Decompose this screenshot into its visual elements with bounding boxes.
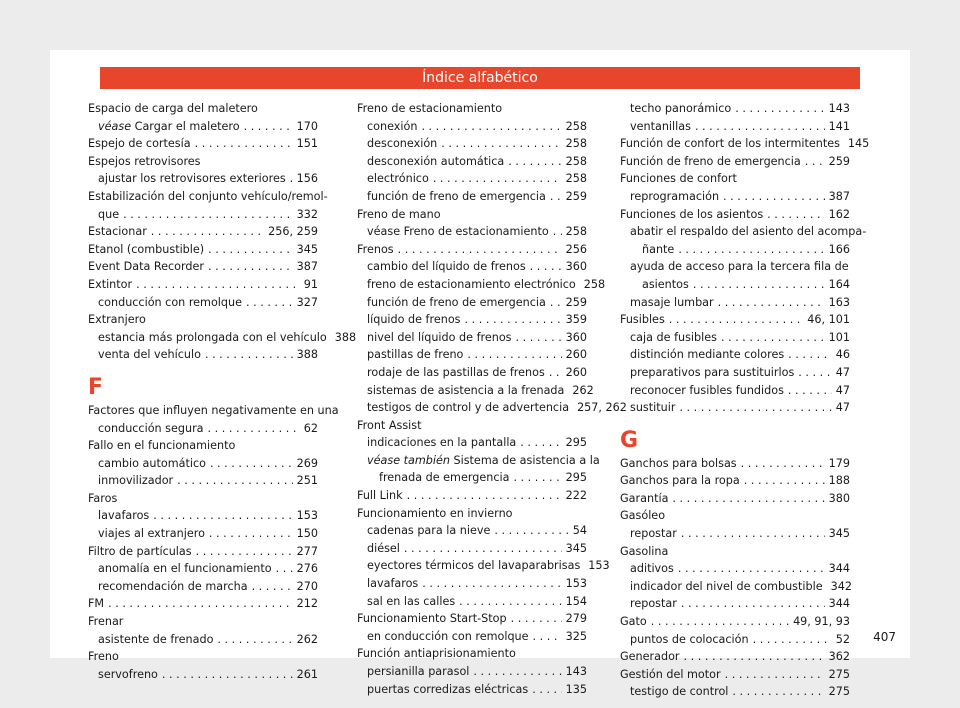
- index-entry: Funciones de los asientos . . . 162: [620, 206, 850, 224]
- index-entry: Event Data Recorder . . . 387: [88, 258, 318, 276]
- index-entry: electrónico . . . 258: [357, 170, 587, 188]
- index-page: [50, 50, 910, 699]
- index-entry: Funcionamiento en invierno: [357, 506, 513, 520]
- index-entry: abatir el respaldo del asiento del acompa-: [630, 225, 867, 239]
- index-entry: Frenos . . . 256: [357, 241, 587, 259]
- index-entry: desconexión automática . . . 258: [357, 153, 587, 171]
- index-entry: Gestión del motor . . . 275: [620, 666, 850, 684]
- index-entry: Extintor . . . 91: [88, 276, 318, 294]
- index-entry: ajustar los retrovisores exteriores . . . 156: [88, 170, 318, 188]
- section-letter: F: [88, 374, 104, 400]
- index-entry: FM . . . 212: [88, 595, 318, 613]
- index-entry: lavafaros . . . 153: [357, 575, 587, 593]
- index-entry: puertas corredizas eléctricas . . . 135: [357, 681, 587, 699]
- index-entry: ñante . . . 166: [620, 241, 850, 259]
- index-entry: viajes al extranjero . . . 150: [88, 525, 318, 543]
- index-entry: freno de estacionamiento electrónico 258: [367, 277, 606, 291]
- index-entry: indicador del nivel de combustible 342: [630, 579, 852, 593]
- index-entry: Full Link . . . 222: [357, 487, 587, 505]
- index-entry: Freno de mano: [357, 207, 441, 221]
- index-entry: puntos de colocación . . . 52: [620, 631, 850, 649]
- index-entry: ventanillas . . . 141: [620, 118, 850, 136]
- index-entry: reprogramación . . . 387: [620, 188, 850, 206]
- index-entry: Estacionar . . . 256, 259: [88, 223, 318, 241]
- index-entry: Funciones de confort: [620, 172, 737, 186]
- index-entry: estancia más prolongada con el vehículo 388: [98, 330, 357, 344]
- index-entry: caja de fusibles . . . 101: [620, 329, 850, 347]
- index-entry: Función antiaprisionamiento: [357, 647, 516, 661]
- index-entry: función de freno de emergencia . . . 259: [357, 188, 587, 206]
- index-entry: rodaje de las pastillas de frenos . . . 260: [357, 364, 587, 382]
- index-entry: frenada de emergencia . . . 295: [357, 469, 587, 487]
- index-entry: preparativos para sustituirlos . . . 47: [620, 364, 850, 382]
- index-entry: repostar . . . 344: [620, 595, 850, 613]
- index-entry: Gato . . . 49, 91, 93: [620, 613, 850, 631]
- index-header: Índice alfabético: [100, 67, 860, 89]
- index-entry: repostar . . . 345: [620, 525, 850, 543]
- index-entry: Fusibles . . . 46, 101: [620, 311, 850, 329]
- index-entry: nivel del líquido de frenos . . . 360: [357, 329, 587, 347]
- index-entry: Ganchos para la ropa . . . 188: [620, 472, 850, 490]
- index-entry: Frenar: [88, 615, 124, 629]
- index-entry: véase Freno de estacionamiento . . . 258: [357, 223, 587, 241]
- index-entry: Faros: [88, 491, 118, 505]
- index-entry: techo panorámico . . . 143: [620, 100, 850, 118]
- index-entry: inmovilizador . . . 251: [88, 472, 318, 490]
- index-entry: eyectores térmicos del lavaparabrisas 153: [367, 559, 610, 573]
- index-entry: conexión . . . 258: [357, 118, 587, 136]
- index-entry: Etanol (combustible) . . . 345: [88, 241, 318, 259]
- index-entry: Espacio de carga del maletero: [88, 102, 258, 115]
- index-entry: Estabilización del conjunto vehículo/remol-: [88, 189, 328, 203]
- index-entry: servofreno . . . 261: [88, 666, 318, 684]
- index-entry: conducción segura . . . 62: [88, 420, 318, 438]
- index-entry: desconexión . . . 258: [357, 135, 587, 153]
- index-entry: Función de confort de los intermitentes 145: [620, 137, 870, 151]
- index-entry: Ganchos para bolsas . . . 179: [620, 455, 850, 473]
- index-entry: aditivos . . . 344: [620, 560, 850, 578]
- index-entry: cadenas para la nieve . . . 54: [357, 522, 587, 540]
- index-entry: Garantía . . . 380: [620, 490, 850, 508]
- index-entry: Freno de estacionamiento: [357, 102, 503, 115]
- index-entry: lavafaros . . . 153: [88, 507, 318, 525]
- section-letter: G: [620, 427, 639, 453]
- index-entry: masaje lumbar . . . 163: [620, 294, 850, 312]
- index-entry: Factores que influyen negativamente en una: [88, 403, 339, 417]
- index-column-1: [88, 100, 357, 683]
- index-entry: sal en las calles . . . 154: [357, 593, 587, 611]
- index-entry: asistente de frenado . . . 262: [88, 631, 318, 649]
- index-column-3: [620, 100, 870, 701]
- index-entry: Funcionamiento Start-Stop . . . 279: [357, 610, 587, 628]
- index-entry: pastillas de freno . . . 260: [357, 346, 587, 364]
- index-entry: Función de freno de emergencia . . . 259: [620, 153, 850, 171]
- index-entry: Freno: [88, 650, 119, 664]
- index-entry: líquido de frenos . . . 359: [357, 311, 587, 329]
- index-entry: véase también Sistema de asistencia a la: [367, 453, 600, 467]
- index-entry: testigo de control . . . 275: [620, 683, 850, 701]
- index-entry: Gasóleo: [620, 509, 666, 523]
- index-entry: que . . . 332: [88, 206, 318, 224]
- index-entry: Gasolina: [620, 544, 669, 558]
- index-entry: testigos de control y de advertencia 257, 262: [367, 401, 627, 415]
- index-entry: Front Assist: [357, 418, 422, 432]
- index-entry: cambio del líquido de frenos . . . 360: [357, 258, 587, 276]
- index-entry: diésel . . . 345: [357, 540, 587, 558]
- index-entry: ayuda de acceso para la tercera fila de: [630, 260, 849, 274]
- index-entry: persianilla parasol . . . 143: [357, 663, 587, 681]
- index-entry: indicaciones en la pantalla . . . 295: [357, 434, 587, 452]
- index-entry: Espejos retrovisores: [88, 154, 201, 168]
- index-entry: Filtro de partículas . . . 277: [88, 543, 318, 561]
- index-entry: véase Cargar el maletero . . . 170: [88, 118, 318, 136]
- index-entry: reconocer fusibles fundidos . . . 47: [620, 382, 850, 400]
- index-entry: Generador . . . 362: [620, 648, 850, 666]
- index-entry: función de freno de emergencia . . . 259: [357, 294, 587, 312]
- page-number: 407: [873, 630, 896, 644]
- index-entry: Extranjero: [88, 313, 146, 327]
- index-entry: Espejo de cortesía . . . 151: [88, 135, 318, 153]
- index-entry: cambio automático . . . 269: [88, 455, 318, 473]
- index-entry: sistemas de asistencia a la frenada 262: [367, 383, 594, 397]
- index-entry: asientos . . . 164: [620, 276, 850, 294]
- index-entry: sustituir . . . 47: [620, 399, 850, 417]
- index-entry: venta del vehículo . . . 388: [88, 346, 318, 364]
- index-column-2: [357, 100, 627, 698]
- index-entry: en conducción con remolque . . . 325: [357, 628, 587, 646]
- index-entry: conducción con remolque . . . 327: [88, 294, 318, 312]
- index-entry: distinción mediante colores . . . 46: [620, 346, 850, 364]
- index-entry: Fallo en el funcionamiento: [88, 439, 236, 453]
- index-entry: anomalía en el funcionamiento . . . 276: [88, 560, 318, 578]
- index-entry: recomendación de marcha . . . 270: [88, 578, 318, 596]
